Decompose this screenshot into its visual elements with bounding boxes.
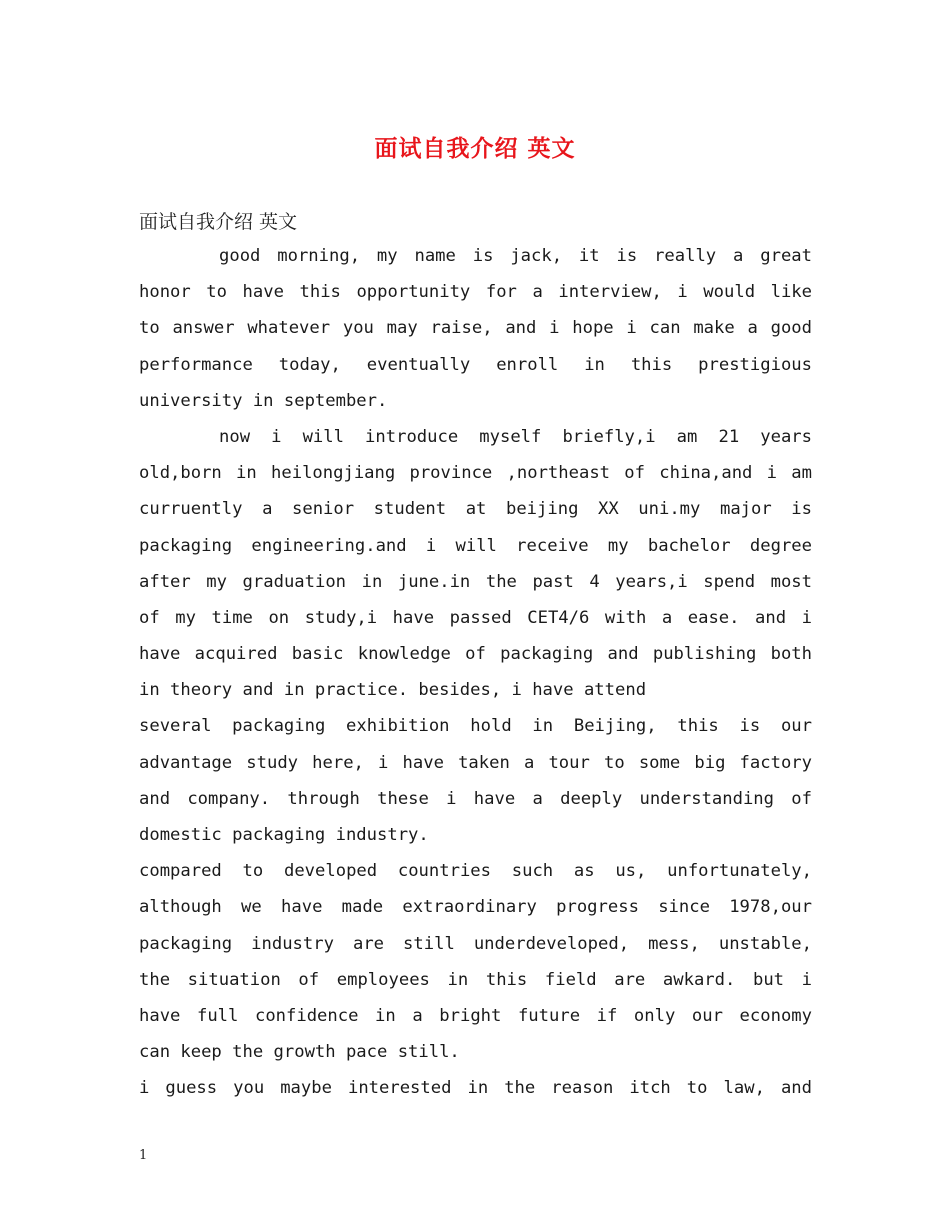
text-line: performance today, eventually enroll in this prestigious [139, 354, 812, 375]
text-line: although we have made extraordinary progress since 1978,our [139, 897, 812, 918]
text-line: to answer whatever you may raise, and i hope i can make a good [139, 318, 812, 339]
text-line: and company. through these i have a deeply understanding of [139, 788, 812, 809]
text-line: packaging engineering.and i will receive my bachelor degree [139, 535, 812, 556]
text-line: packaging industry are still underdeveloped, mess, unstable, [139, 933, 812, 954]
text-line: university in september. [139, 390, 388, 411]
text-line: several packaging exhibition hold in Beijing, this is our [139, 716, 812, 737]
page-number: 1 [139, 1148, 148, 1163]
body-text [139, 238, 812, 1107]
section-heading: 面试自我介绍 英文 [139, 211, 298, 233]
document-title: 面试自我介绍 英文 [374, 136, 576, 162]
text-line: old,born in heilongjiang province ,northeast of china,and i am [139, 463, 812, 484]
text-line: now i will introduce myself briefly,i am 21 years [219, 426, 812, 447]
text-line: the situation of employees in this field are awkard. but i [139, 969, 812, 990]
text-line: compared to developed countries such as us, unfortunately, [139, 861, 812, 882]
text-line: curruently a senior student at beijing XX uni.my major is [139, 499, 812, 520]
text-line: have acquired basic knowledge of packaging and publishing both [139, 644, 812, 665]
text-line: of my time on study,i have passed CET4/6 with a ease. and i [139, 607, 812, 628]
text-line: can keep the growth pace still. [139, 1042, 460, 1063]
text-line: i guess you maybe interested in the reason itch to law, and [139, 1078, 812, 1099]
text-line: domestic packaging industry. [139, 825, 429, 845]
text-line: advantage study here, i have taken a tour to some big factory [139, 752, 812, 773]
text-line: have full confidence in a bright future if only our economy [139, 1005, 812, 1026]
text-line: good morning, my name is jack, it is really a great [219, 246, 812, 266]
text-line: after my graduation in june.in the past 4 years,i spend most [139, 571, 812, 592]
text-line: honor to have this opportunity for a interview, i would like [139, 282, 812, 303]
text-line: in theory and in practice. besides, i have attend [139, 680, 647, 701]
